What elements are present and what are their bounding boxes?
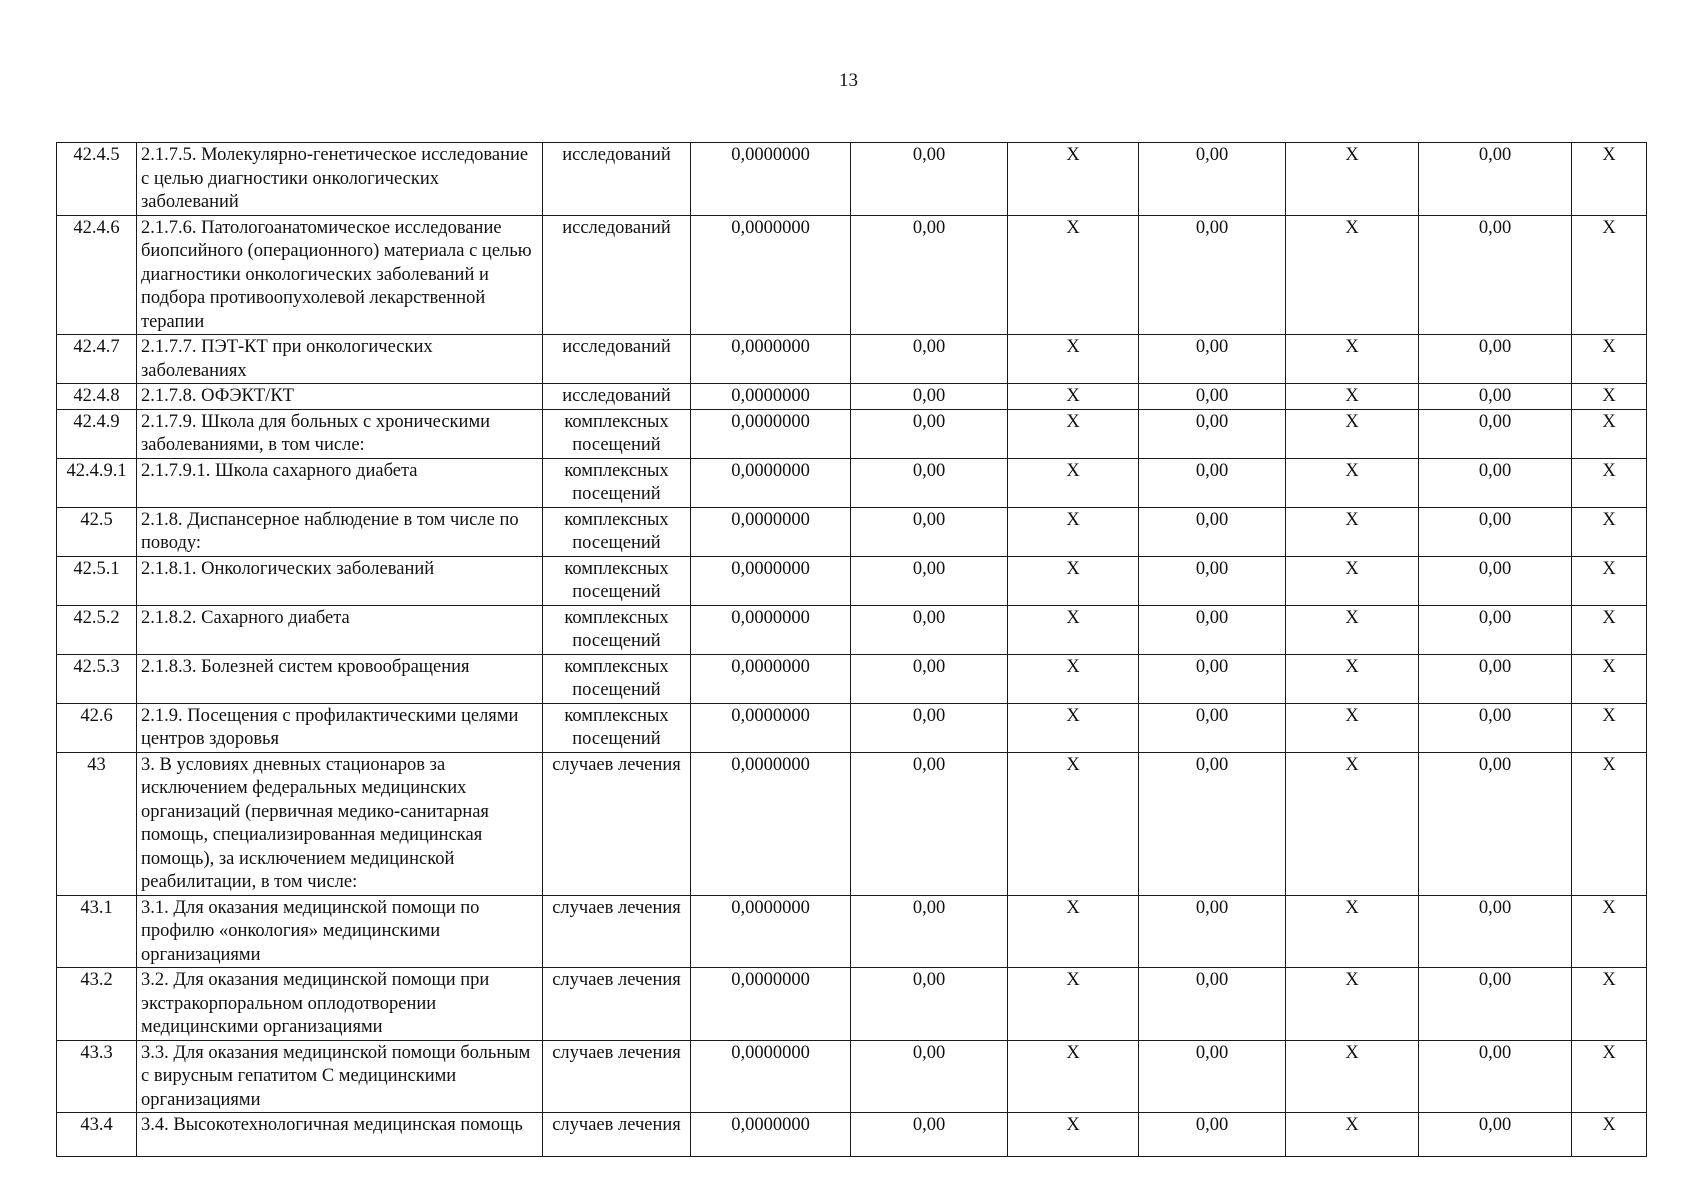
row-value-cell: 0,00: [1419, 384, 1572, 410]
row-unit-cell: исследований: [543, 384, 691, 410]
row-value-cell: X: [1286, 215, 1419, 335]
row-value-cell: 0,00: [1419, 703, 1572, 752]
row-name-cell: 2.1.8.2. Сахарного диабета: [137, 605, 543, 654]
row-value-cell: 0,00: [851, 335, 1008, 384]
row-value-cell: X: [1286, 752, 1419, 895]
row-value-cell: X: [1572, 215, 1647, 335]
row-value-cell: X: [1572, 143, 1647, 216]
row-value-cell: 0,00: [1139, 654, 1286, 703]
row-unit-cell: случаев лечения: [543, 968, 691, 1041]
row-value-cell: X: [1008, 654, 1139, 703]
row-value-cell: 0,00: [851, 703, 1008, 752]
table-row: [57, 215, 1647, 335]
row-name-cell: 2.1.9. Посещения с профилактическими целями центров здоровья: [137, 703, 543, 752]
row-value-cell: 0,0000000: [691, 507, 851, 556]
table-row: [57, 143, 1647, 216]
table-row: [57, 1040, 1647, 1113]
row-value-cell: 0,00: [851, 556, 1008, 605]
row-value-cell: 0,0000000: [691, 556, 851, 605]
table-row: [57, 752, 1647, 895]
row-name-cell: 2.1.7.9. Школа для больных с хроническими заболеваниями, в том числе:: [137, 409, 543, 458]
row-name-cell: 3.3. Для оказания медицинской помощи больным с вирусным гепатитом С медицинскими организациями: [137, 1040, 543, 1113]
row-value-cell: X: [1008, 143, 1139, 216]
row-value-cell: 0,00: [1139, 752, 1286, 895]
table-body: [57, 143, 1647, 1157]
row-value-cell: 0,00: [1139, 1113, 1286, 1157]
row-value-cell: 0,00: [1139, 703, 1286, 752]
row-value-cell: 0,00: [1139, 335, 1286, 384]
row-value-cell: 0,00: [1139, 143, 1286, 216]
row-value-cell: X: [1286, 1113, 1419, 1157]
row-number-cell: 43: [57, 752, 137, 895]
row-value-cell: X: [1008, 1040, 1139, 1113]
row-value-cell: 0,00: [851, 215, 1008, 335]
row-value-cell: X: [1572, 605, 1647, 654]
row-value-cell: 0,0000000: [691, 1113, 851, 1157]
row-number-cell: 42.4.5: [57, 143, 137, 216]
row-value-cell: 0,00: [851, 654, 1008, 703]
row-name-cell: 2.1.7.5. Молекулярно-генетическое исследование с целью диагностики онкологических заболеваний: [137, 143, 543, 216]
row-number-cell: 43.3: [57, 1040, 137, 1113]
row-unit-cell: случаев лечения: [543, 1113, 691, 1157]
row-name-cell: 3. В условиях дневных стационаров за исключением федеральных медицинских организаций (первичная медико-санитарная помощь, специализированная медицинская помощь), за исключением медицинской реабилитации, в том числе:: [137, 752, 543, 895]
row-value-cell: X: [1286, 703, 1419, 752]
row-value-cell: 0,00: [851, 895, 1008, 968]
row-value-cell: 0,00: [1419, 556, 1572, 605]
row-value-cell: X: [1008, 752, 1139, 895]
table-row: [57, 968, 1647, 1041]
row-value-cell: 0,00: [1139, 968, 1286, 1041]
row-value-cell: X: [1286, 556, 1419, 605]
row-value-cell: 0,00: [1419, 968, 1572, 1041]
row-value-cell: X: [1286, 335, 1419, 384]
row-value-cell: X: [1008, 507, 1139, 556]
row-value-cell: X: [1572, 335, 1647, 384]
row-name-cell: 2.1.7.8. ОФЭКТ/КТ: [137, 384, 543, 410]
table-row: [57, 703, 1647, 752]
row-value-cell: 0,00: [1419, 1040, 1572, 1113]
row-name-cell: 3.2. Для оказания медицинской помощи при экстракорпоральном оплодотворении медицинскими организациями: [137, 968, 543, 1041]
row-value-cell: 0,00: [1419, 458, 1572, 507]
table-row: [57, 556, 1647, 605]
table-row: [57, 507, 1647, 556]
row-value-cell: X: [1008, 458, 1139, 507]
row-value-cell: X: [1008, 409, 1139, 458]
row-name-cell: 2.1.8. Диспансерное наблюдение в том числе по поводу:: [137, 507, 543, 556]
row-name-cell: 2.1.8.1. Онкологических заболеваний: [137, 556, 543, 605]
row-value-cell: 0,0000000: [691, 654, 851, 703]
row-value-cell: 0,00: [1419, 752, 1572, 895]
row-number-cell: 42.4.8: [57, 384, 137, 410]
row-value-cell: X: [1572, 654, 1647, 703]
row-value-cell: 0,00: [1419, 654, 1572, 703]
row-value-cell: 0,0000000: [691, 409, 851, 458]
row-value-cell: 0,00: [1139, 458, 1286, 507]
table-row: [57, 895, 1647, 968]
row-value-cell: 0,0000000: [691, 752, 851, 895]
row-value-cell: X: [1572, 507, 1647, 556]
row-value-cell: 0,00: [1419, 605, 1572, 654]
row-value-cell: X: [1008, 556, 1139, 605]
row-value-cell: X: [1286, 654, 1419, 703]
row-value-cell: X: [1008, 335, 1139, 384]
table-row: [57, 335, 1647, 384]
row-value-cell: X: [1572, 703, 1647, 752]
row-value-cell: X: [1572, 458, 1647, 507]
row-value-cell: X: [1286, 968, 1419, 1041]
row-number-cell: 43.4: [57, 1113, 137, 1157]
row-value-cell: 0,0000000: [691, 458, 851, 507]
row-value-cell: X: [1286, 409, 1419, 458]
row-value-cell: 0,00: [851, 458, 1008, 507]
row-value-cell: 0,00: [851, 1113, 1008, 1157]
row-value-cell: X: [1008, 703, 1139, 752]
row-unit-cell: исследований: [543, 335, 691, 384]
row-value-cell: 0,00: [1139, 605, 1286, 654]
row-value-cell: 0,00: [1419, 143, 1572, 216]
row-value-cell: X: [1572, 384, 1647, 410]
row-value-cell: X: [1008, 968, 1139, 1041]
row-value-cell: 0,0000000: [691, 384, 851, 410]
row-value-cell: X: [1572, 895, 1647, 968]
table-row: [57, 1113, 1647, 1157]
page-number: 13: [839, 70, 858, 91]
row-value-cell: 0,0000000: [691, 895, 851, 968]
row-value-cell: 0,00: [851, 968, 1008, 1041]
row-unit-cell: случаев лечения: [543, 1040, 691, 1113]
row-value-cell: 0,0000000: [691, 968, 851, 1041]
row-value-cell: 0,00: [1419, 895, 1572, 968]
row-number-cell: 42.5.3: [57, 654, 137, 703]
row-value-cell: 0,00: [851, 1040, 1008, 1113]
row-unit-cell: комплексных посещений: [543, 556, 691, 605]
row-unit-cell: случаев лечения: [543, 752, 691, 895]
row-unit-cell: комплексных посещений: [543, 458, 691, 507]
row-value-cell: 0,0000000: [691, 605, 851, 654]
row-value-cell: 0,00: [1139, 1040, 1286, 1113]
row-number-cell: 42.4.9: [57, 409, 137, 458]
row-value-cell: 0,0000000: [691, 215, 851, 335]
row-value-cell: X: [1008, 384, 1139, 410]
row-value-cell: X: [1008, 895, 1139, 968]
row-value-cell: X: [1572, 1113, 1647, 1157]
row-value-cell: 0,00: [1139, 507, 1286, 556]
row-value-cell: 0,00: [851, 507, 1008, 556]
row-unit-cell: комплексных посещений: [543, 703, 691, 752]
row-unit-cell: случаев лечения: [543, 895, 691, 968]
row-value-cell: 0,0000000: [691, 1040, 851, 1113]
row-unit-cell: комплексных посещений: [543, 409, 691, 458]
row-value-cell: 0,00: [1419, 507, 1572, 556]
row-number-cell: 42.4.6: [57, 215, 137, 335]
row-value-cell: 0,00: [1139, 215, 1286, 335]
row-value-cell: 0,00: [1139, 556, 1286, 605]
row-number-cell: 43.1: [57, 895, 137, 968]
row-value-cell: 0,00: [851, 384, 1008, 410]
row-value-cell: 0,00: [1139, 384, 1286, 410]
row-value-cell: 0,0000000: [691, 143, 851, 216]
row-value-cell: X: [1572, 409, 1647, 458]
row-name-cell: 2.1.7.6. Патологоанатомическое исследование биопсийного (операционного) материала с целью диагностики онкологических заболеваний и подбора противоопухолевой лекарственной терапии: [137, 215, 543, 335]
row-value-cell: 0,00: [1139, 895, 1286, 968]
row-value-cell: 0,00: [1419, 215, 1572, 335]
row-name-cell: 2.1.8.3. Болезней систем кровообращения: [137, 654, 543, 703]
row-value-cell: 0,0000000: [691, 335, 851, 384]
row-name-cell: 2.1.7.7. ПЭТ-КТ при онкологических заболеваниях: [137, 335, 543, 384]
table-row: [57, 605, 1647, 654]
row-value-cell: X: [1572, 556, 1647, 605]
row-name-cell: 3.1. Для оказания медицинской помощи по профилю «онкология» медицинскими организациями: [137, 895, 543, 968]
table-row: [57, 654, 1647, 703]
table-row: [57, 409, 1647, 458]
row-unit-cell: исследований: [543, 215, 691, 335]
row-value-cell: X: [1572, 968, 1647, 1041]
row-number-cell: 42.5: [57, 507, 137, 556]
row-value-cell: 0,00: [1419, 409, 1572, 458]
row-value-cell: X: [1286, 895, 1419, 968]
row-unit-cell: комплексных посещений: [543, 654, 691, 703]
row-name-cell: 3.4. Высокотехнологичная медицинская помощь: [137, 1113, 543, 1157]
row-value-cell: X: [1286, 605, 1419, 654]
row-value-cell: X: [1286, 507, 1419, 556]
row-value-cell: 0,00: [851, 409, 1008, 458]
row-number-cell: 42.6: [57, 703, 137, 752]
row-unit-cell: комплексных посещений: [543, 605, 691, 654]
row-name-cell: 2.1.7.9.1. Школа сахарного диабета: [137, 458, 543, 507]
row-value-cell: X: [1008, 605, 1139, 654]
row-value-cell: X: [1572, 752, 1647, 895]
row-value-cell: 0,00: [1419, 335, 1572, 384]
row-value-cell: 0,00: [1139, 409, 1286, 458]
row-number-cell: 43.2: [57, 968, 137, 1041]
row-value-cell: X: [1008, 215, 1139, 335]
row-unit-cell: комплексных посещений: [543, 507, 691, 556]
table-row: [57, 384, 1647, 410]
indicators-table: [56, 142, 1647, 1157]
table-row: [57, 458, 1647, 507]
row-value-cell: X: [1286, 1040, 1419, 1113]
row-number-cell: 42.4.9.1: [57, 458, 137, 507]
row-number-cell: 42.4.7: [57, 335, 137, 384]
row-number-cell: 42.5.2: [57, 605, 137, 654]
row-value-cell: 0,00: [1419, 1113, 1572, 1157]
row-value-cell: 0,0000000: [691, 703, 851, 752]
row-value-cell: 0,00: [851, 752, 1008, 895]
row-value-cell: X: [1286, 384, 1419, 410]
row-unit-cell: исследований: [543, 143, 691, 216]
row-value-cell: 0,00: [851, 605, 1008, 654]
row-number-cell: 42.5.1: [57, 556, 137, 605]
row-value-cell: X: [1572, 1040, 1647, 1113]
row-value-cell: X: [1286, 458, 1419, 507]
row-value-cell: 0,00: [851, 143, 1008, 216]
row-value-cell: X: [1286, 143, 1419, 216]
row-value-cell: X: [1008, 1113, 1139, 1157]
